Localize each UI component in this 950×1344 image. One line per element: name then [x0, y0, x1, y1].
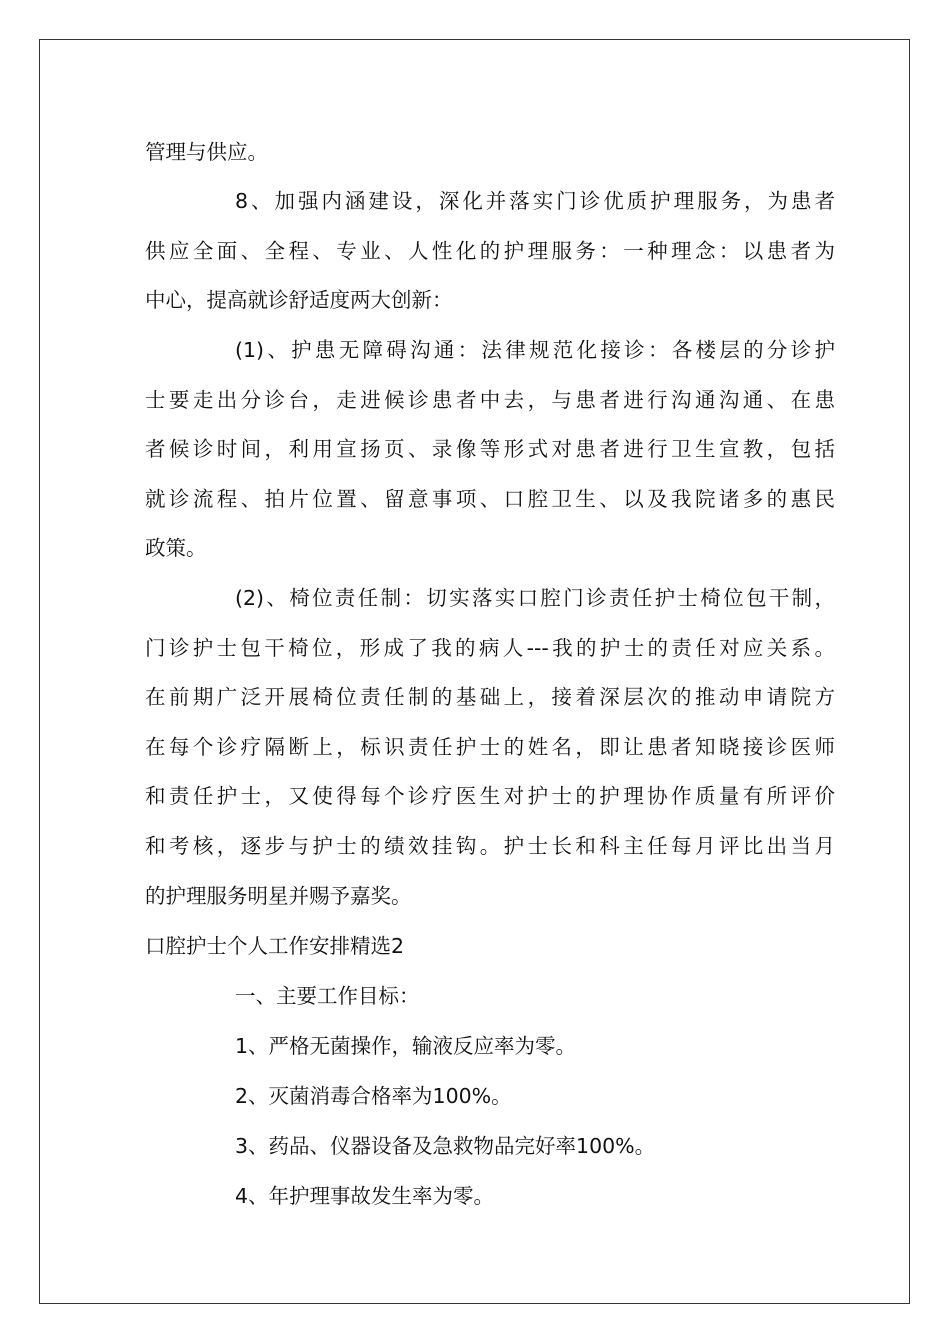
text-line: 管理与供应。: [145, 140, 268, 164]
list-item: 4、年护理事故发生率为零。: [235, 1184, 495, 1208]
text-line: 和责任护士，又使得每个诊疗医生对护士的护理协作质量有所评价: [145, 784, 835, 808]
list-item: 3、药品、仪器设备及急救物品完好率100%。: [235, 1134, 656, 1158]
text-line: 就诊流程、拍片位置、留意事项、口腔卫生、以及我院诸多的惠民: [145, 487, 835, 511]
text-line: 士要走出分诊台，走进候诊患者中去，与患者进行沟通沟通、在患: [145, 388, 835, 412]
list-item: 1、严格无菌操作，输液反应率为零。: [235, 1034, 577, 1058]
text-line: 中心，提高就诊舒适度两大创新：: [145, 288, 453, 312]
text-line: 门诊护士包干椅位，形成了我的病人---我的护士的责任对应关系。: [145, 636, 835, 660]
text-line: 供应全面、全程、专业、人性化的护理服务：一种理念：以患者为: [145, 239, 835, 263]
text-line: 的护理服务明星并赐予嘉奖。: [145, 884, 412, 908]
text-line: 在每个诊疗隔断上，标识责任护士的姓名，即让患者知晓接诊医师: [145, 735, 835, 759]
subheading: 一、主要工作目标：: [235, 984, 420, 1008]
section-heading: 口腔护士个人工作安排精选2: [145, 934, 405, 958]
page-border: [39, 39, 910, 1304]
paragraph-8-line-1: 8、加强内涵建设，深化并落实门诊优质护理服务，为患者: [235, 189, 835, 213]
text-line: 政策。: [145, 536, 207, 560]
item-1-line-1: (1)、护患无障碍沟通：法律规范化接诊：各楼层的分诊护: [235, 338, 835, 362]
list-item: 2、灭菌消毒合格率为100%。: [235, 1084, 512, 1108]
text-line: 者候诊时间，利用宣扬页、录像等形式对患者进行卫生宣教，包括: [145, 437, 835, 461]
item-2-line-1: (2)、椅位责任制：切实落实口腔门诊责任护士椅位包干制，: [235, 586, 835, 610]
text-line: 和考核，逐步与护士的绩效挂钩。护士长和科主任每月评比出当月: [145, 834, 835, 858]
text-line: 在前期广泛开展椅位责任制的基础上，接着深层次的推动申请院方: [145, 685, 835, 709]
